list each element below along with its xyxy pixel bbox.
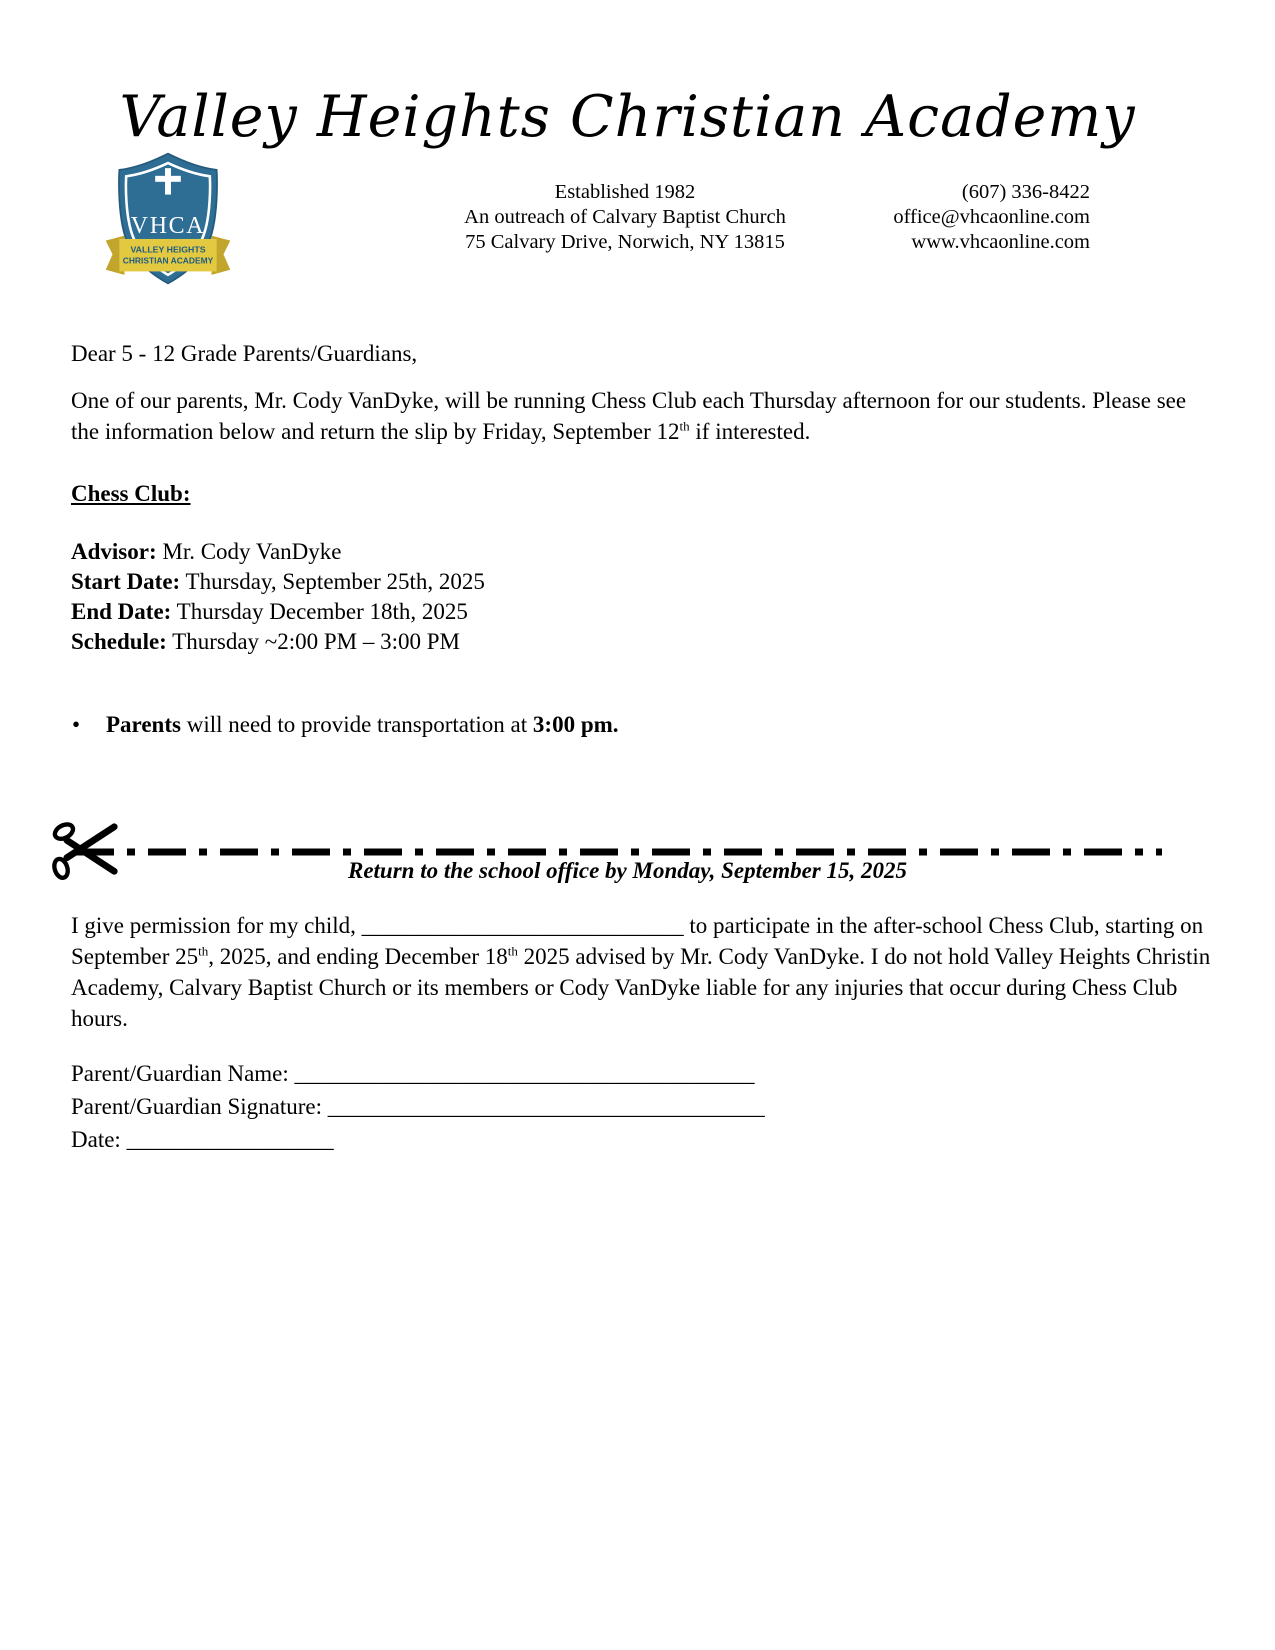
website-url: www.vhcaonline.com bbox=[911, 231, 1090, 253]
bullet-middle-text: will need to provide transportation at bbox=[180, 712, 533, 737]
parent-signature-blank: ______________________________________ bbox=[327, 1094, 765, 1119]
intro-paragraph bbox=[71, 385, 1209, 447]
advisor-line bbox=[71, 537, 485, 567]
transportation-bullet bbox=[72, 712, 1172, 738]
parent-signature-label: Parent/Guardian Signature: bbox=[71, 1094, 328, 1119]
school-name-title: Valley Heights Christian Academy bbox=[119, 84, 1136, 150]
schedule-value: Thursday ~2:00 PM – 3:00 PM bbox=[166, 629, 461, 654]
signature-fields bbox=[71, 1057, 765, 1156]
logo-banner-line2: CHRISTIAN ACADEMY bbox=[122, 256, 214, 266]
schedule-line bbox=[71, 627, 485, 657]
bullet-icon: • bbox=[72, 712, 81, 737]
school-info-block bbox=[390, 180, 860, 255]
date-blank: __________________ bbox=[126, 1127, 334, 1152]
outreach-line: An outreach of Calvary Baptist Church bbox=[464, 206, 786, 228]
schedule-label: Schedule: bbox=[71, 629, 167, 654]
logo-acronym: VHCA bbox=[130, 213, 206, 240]
chess-club-heading: Chess Club: bbox=[71, 481, 191, 506]
ordinal-superscript-25: th bbox=[198, 943, 209, 959]
bullet-text bbox=[106, 712, 619, 738]
child-name-blank: ____________________________ bbox=[361, 913, 684, 938]
start-date-value: Thursday, September 25th, 2025 bbox=[180, 569, 485, 594]
parent-signature-field bbox=[71, 1090, 765, 1123]
ordinal-superscript: th bbox=[679, 418, 690, 434]
start-date-label: Start Date: bbox=[71, 569, 181, 594]
parent-name-field bbox=[71, 1057, 765, 1090]
start-date-line bbox=[71, 567, 485, 597]
club-details bbox=[71, 537, 485, 657]
date-label: Date: bbox=[71, 1127, 127, 1152]
bullet-bold-parents: Parents bbox=[106, 712, 181, 737]
intro-text-end: if interested. bbox=[689, 419, 811, 444]
bullet-bold-time: 3:00 pm. bbox=[532, 712, 619, 737]
ordinal-superscript-18: th bbox=[507, 943, 518, 959]
established-line: Established 1982 bbox=[554, 181, 696, 203]
consent-text-end: 2025 advised by Mr. Cody VanDyke. I do not hold Valley Heights Christin Academy, Calvary Baptist Church or its members or Cody VanDyke liable for any injuries that occur during Chess Club hours. bbox=[71, 944, 1211, 1031]
phone-number: (607) 336-8422 bbox=[961, 181, 1090, 203]
logo-ribbon bbox=[106, 236, 231, 275]
consent-text-mid1: to participate in the after-school Chess Club, starting on September 25 bbox=[71, 913, 1204, 969]
school-logo bbox=[104, 150, 232, 287]
address-line: 75 Calvary Drive, Norwich, NY 13815 bbox=[465, 231, 785, 253]
end-date-label: End Date: bbox=[71, 599, 172, 624]
consent-text-start: I give permission for my child, bbox=[71, 913, 362, 938]
parent-name-label: Parent/Guardian Name: bbox=[71, 1061, 295, 1086]
school-contact-block bbox=[800, 180, 1090, 255]
end-date-value: Thursday December 18th, 2025 bbox=[171, 599, 468, 624]
consent-text-mid2: , 2025, and ending December 18 bbox=[208, 944, 508, 969]
intro-text: One of our parents, Mr. Cody VanDyke, will be running Chess Club each Thursday afternoon for our students. Please see the information below and return the slip by Friday, September 12 bbox=[71, 388, 1187, 444]
salutation: Dear 5 - 12 Grade Parents/Guardians, bbox=[71, 341, 418, 366]
consent-paragraph bbox=[71, 910, 1213, 1034]
email-address: office@vhcaonline.com bbox=[893, 206, 1090, 228]
logo-banner-line1: VALLEY HEIGHTS bbox=[130, 245, 207, 255]
advisor-label: Advisor: bbox=[71, 539, 157, 564]
parent-name-blank: ________________________________________ bbox=[294, 1061, 755, 1086]
advisor-value: Mr. Cody VanDyke bbox=[156, 539, 342, 564]
date-field bbox=[71, 1123, 765, 1156]
end-date-line bbox=[71, 597, 485, 627]
cut-line bbox=[76, 848, 1162, 856]
return-instructions: Return to the school office by Monday, September 15, 2025 bbox=[347, 858, 907, 883]
